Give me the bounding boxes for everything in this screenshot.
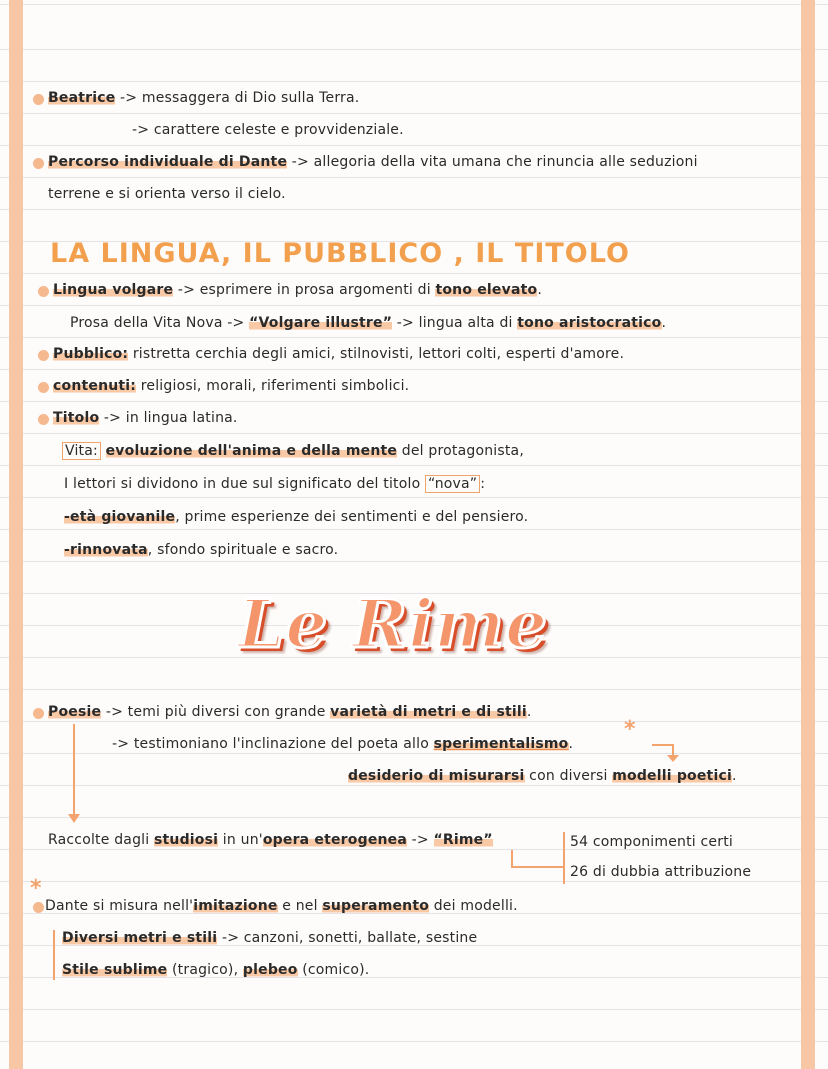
desiderio-text: con diversi xyxy=(524,768,613,784)
prosa-text: Prosa della Vita Nova -> xyxy=(70,315,250,331)
poesie-highlight: varietà di metri e di stili xyxy=(330,704,527,720)
superamento-highlight: superamento xyxy=(322,898,430,914)
poesie-label: Poesie xyxy=(48,704,102,720)
stile-text: (tragico), xyxy=(167,962,243,978)
rime-title: Le Rime xyxy=(238,585,549,663)
titolo-label: Titolo xyxy=(53,410,100,426)
bullet-dot xyxy=(33,902,44,913)
imitazione-highlight: imitazione xyxy=(193,898,278,914)
arrow-down-icon xyxy=(68,814,80,823)
stile-highlight: Stile sublime xyxy=(62,962,168,978)
raccolte-line xyxy=(48,832,493,848)
lettori-end: : xyxy=(480,476,486,492)
plebeo-highlight: plebeo xyxy=(242,962,298,978)
arrow-down-icon xyxy=(667,755,679,762)
raccolte-text-b: in un' xyxy=(218,832,263,848)
section-heading: LA LINGUA, IL PUBBLICO , IL TITOLO xyxy=(50,238,630,269)
dubbia-line xyxy=(570,864,751,880)
bullet-dot xyxy=(38,382,49,393)
lingua-end: . xyxy=(537,282,542,298)
lingua-line xyxy=(53,282,542,298)
nova-label: “nova” xyxy=(425,475,480,493)
desiderio-line xyxy=(348,768,737,784)
titolo-text: -> in lingua latina. xyxy=(99,410,238,426)
dubbia-text: 26 di dubbia attribuzione xyxy=(570,864,752,880)
pubblico-line xyxy=(53,346,624,362)
contenuti-text: religiosi, morali, riferimenti simbolici. xyxy=(136,378,410,394)
vita-label: Vita: xyxy=(62,442,101,460)
modelli-highlight: modelli poetici xyxy=(612,768,732,784)
bracket-line xyxy=(563,832,565,884)
beatrice-line-2 xyxy=(132,122,404,138)
dante-bracket xyxy=(53,930,55,980)
testimoniano-end: . xyxy=(568,736,574,752)
poesie-arrow-line xyxy=(73,724,75,816)
rinnovata-highlight: -rinnovata xyxy=(64,542,148,558)
opera-highlight: opera eterogenea xyxy=(262,832,408,848)
lettori-text: I lettori si dividono in due sul significato del titolo xyxy=(64,476,426,492)
bullet-dot xyxy=(33,158,44,169)
bullet-dot xyxy=(38,350,49,361)
contenuti-line xyxy=(53,378,409,394)
metri-line xyxy=(62,930,477,946)
prosa-text-b: -> lingua alta di xyxy=(392,315,518,331)
beatrice-line xyxy=(48,90,359,106)
stile-line xyxy=(62,962,369,978)
prosa-highlight-2: tono aristocratico xyxy=(517,315,662,331)
contenuti-label: contenuti: xyxy=(53,378,137,394)
metri-highlight: Diversi metri e stili xyxy=(62,930,218,946)
percorso-label: Percorso individuale di Dante xyxy=(48,154,288,170)
prosa-end: . xyxy=(661,315,667,331)
eta-highlight: -età giovanile xyxy=(64,509,176,525)
percorso-line xyxy=(48,154,698,170)
bullet-dot xyxy=(33,94,44,105)
certi-line xyxy=(570,834,733,850)
percorso-line-2 xyxy=(48,186,286,202)
right-margin-stripe xyxy=(801,0,815,1069)
testimoniano-text: -> testimoniano l'inclinazione del poeta allo xyxy=(112,736,434,752)
rinnovata-text: , sfondo spirituale e sacro. xyxy=(147,542,339,558)
raccolte-text-c: -> xyxy=(407,832,434,848)
bullet-dot xyxy=(33,708,44,719)
desiderio-highlight: desiderio di misurarsi xyxy=(348,768,525,784)
dante-text-b: e nel xyxy=(277,898,323,914)
lingua-label: Lingua volgare xyxy=(53,282,174,298)
lingua-text: -> esprimere in prosa argomenti di xyxy=(173,282,436,298)
asterisk-icon: * xyxy=(30,876,42,901)
vita-text: del protagonista, xyxy=(397,443,524,459)
poesie-line xyxy=(48,704,532,720)
rinnovata-line xyxy=(64,542,338,558)
asterisk-icon: * xyxy=(624,717,636,742)
eta-line xyxy=(64,509,528,525)
dante-text: Dante si misura nell' xyxy=(45,898,194,914)
studiosi-highlight: studiosi xyxy=(153,832,219,848)
titolo-line xyxy=(53,410,238,426)
sperimentalismo-highlight: sperimentalismo xyxy=(433,736,569,752)
percorso-text: -> allegoria della vita umana che rinuncia alle seduzioni xyxy=(287,154,698,170)
poesie-text: -> temi più diversi con grande xyxy=(101,704,331,720)
rime-highlight: “Rime” xyxy=(433,832,493,848)
metri-text: -> canzoni, sonetti, ballate, sestine xyxy=(217,930,478,946)
poesie-end: . xyxy=(526,704,532,720)
beatrice-label: Beatrice xyxy=(48,90,116,106)
lingua-highlight: tono elevato xyxy=(435,282,538,298)
left-margin-stripe xyxy=(9,0,23,1069)
bullet-dot xyxy=(38,414,49,425)
testimoniano-line xyxy=(112,736,573,752)
pubblico-label: Pubblico: xyxy=(53,346,129,362)
percorso-text-2: terrene e si orienta verso il cielo. xyxy=(48,186,286,202)
raccolte-text: Raccolte dagli xyxy=(48,832,154,848)
prosa-line xyxy=(70,315,666,331)
pubblico-text: ristretta cerchia degli amici, stilnovisti, lettori colti, esperti d'amore. xyxy=(128,346,625,362)
connector-h xyxy=(511,866,563,868)
plebeo-text: (comico). xyxy=(297,962,370,978)
dante-text-c: dei modelli. xyxy=(429,898,518,914)
prosa-highlight: “Volgare illustre” xyxy=(249,315,393,331)
dante-line xyxy=(45,898,518,914)
vita-highlight: evoluzione dell'anima e della mente xyxy=(105,443,398,459)
certi-text: 54 componimenti certi xyxy=(570,834,733,850)
bullet-dot xyxy=(38,286,49,297)
desiderio-end: . xyxy=(731,768,737,784)
bracket-arrow-h xyxy=(652,744,674,746)
vita-line xyxy=(62,443,524,459)
beatrice-text: -> messaggera di Dio sulla Terra. xyxy=(115,90,360,106)
beatrice-text-2: -> carattere celeste e provvidenziale. xyxy=(132,122,404,138)
eta-text: , prime esperienze dei sentimenti e del pensiero. xyxy=(175,509,529,525)
lettori-line xyxy=(64,476,485,492)
